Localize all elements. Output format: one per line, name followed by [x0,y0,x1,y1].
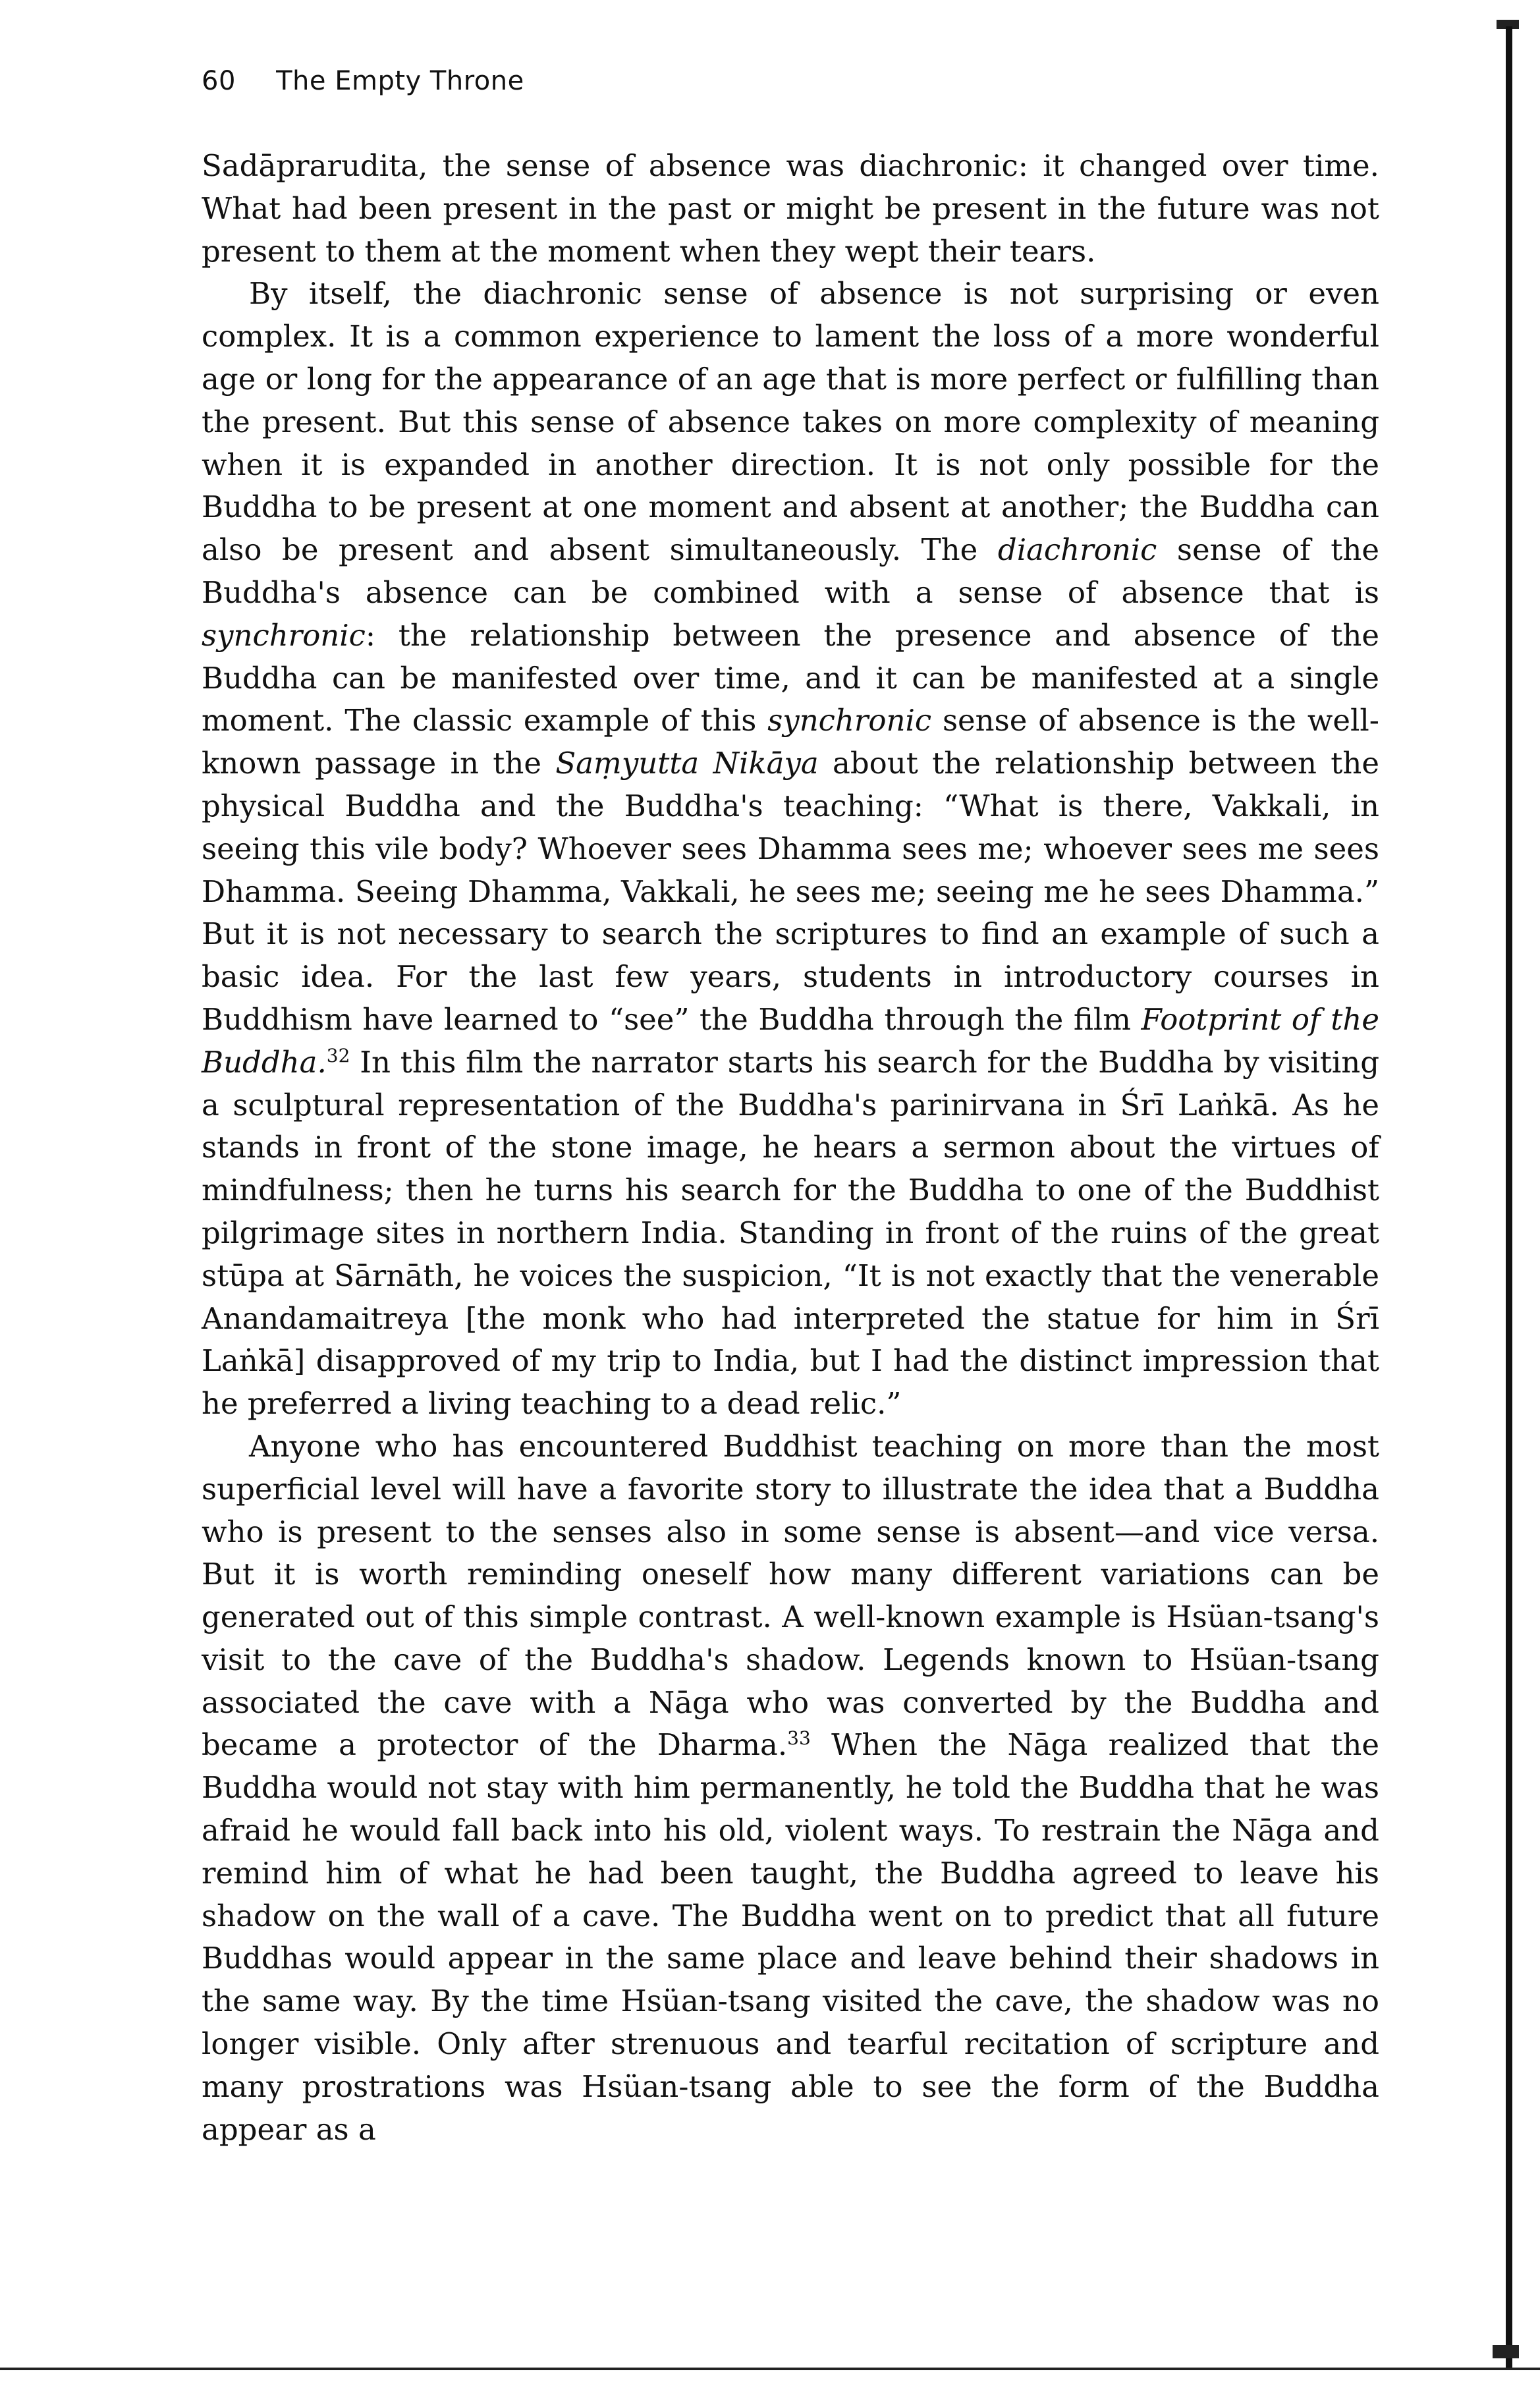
page-bottom-edge [0,2368,1540,2370]
binding-edge-foot [1493,2345,1519,2358]
running-head-title: The Empty Throne [276,66,524,96]
paragraph-2: By itself, the diachronic sense of absence is not surprising or even complex. It is a common experience to lament the loss of a more wonderful age or long for the appearance of an age that is more perfect or fulfilling than the present. But this sense of absence takes on more complexity of meaning when it is expanded in another direction. It is not only possible for the Buddha to be present at one moment and absent at another; the Buddha can also be present and absent simultaneously. The diachronic sense of the Buddha's absence can be combined with a sense of absence that is synchronic: the relationship between the presence and absence of the Buddha can be manifested over time, and it can be manifested at a single moment. The classic example of this synchronic sense of absence is the well-known passage in the Saṃyutta Nikāya about the relationship between the physical Buddha and the Buddha's teaching: “What is there, Vakkali, in seeing this vile body? Whoever sees Dhamma sees me; whoever sees me sees Dhamma. Seeing Dhamma, Vakkali, he sees me; seeing me he sees Dhamma.” But it is not necessary to search the scriptures to find an example of such a basic idea. For the last few years, students in introductory courses in Buddhism have learned to “see” the Buddha through the film Footprint of the Buddha.$^{32}$ In this film the narrator starts his search for the Buddha by visiting a sculptural representation of the Buddha's parinirvana in Śrī Laṅkā. As he stands in front of the stone image, he hears a sermon about the virtues of mindfulness; then he turns his search for the Buddha to one of the Buddhist pilgrimage sites in northern India. Standing in front of the ruins of the great stūpa at Sārnāth, he voices the suspicion, “It is not exactly that the venerable Anandamaitreya [the monk who had interpreted the statue for him in Śrī Laṅkā] disapproved of my trip to India, but I had the distinct impression that he preferred a living teaching to a dead relic.” [202,276,1380,1422]
body-text [202,145,1379,2151]
footnote-ref-32: 32 [326,1044,350,1067]
binding-edge [1506,26,1512,2368]
paragraph-1: Sadāprarudita, the sense of absence was diachronic: it changed over time. What had been present in the past or might be present in the future was not present to them at the moment when they wept their tears. [202,148,1379,269]
title-samyutta-nikaya: Saṃyutta Nikāya [555,746,819,781]
term-diachronic: diachronic [997,532,1157,568]
paragraph-3: Anyone who has encountered Buddhist teaching on more than the most superficial level will have a favorite story to illustrate the idea that a Buddha who is present to the senses also in some sense is absent—and vice versa. But it is worth reminding oneself how many different variations can be generated out of this simple contrast. A well-known example is Hsüan-tsang's visit to the cave of the Buddha's shadow. Legends known to Hsüan-tsang associated the cave with a Nāga who was converted by the Buddha and became a protector of the Dharma.$^{33}$ When the Nāga realized that the Buddha would not stay with him permanently, he told the Buddha that he was afraid he would fall back into his old, violent ways. To restrain the Nāga and remind him of what he had been taught, the Buddha agreed to leave his shadow on the wall of a cave. The Buddha went on to predict that all future Buddhas would appear in the same place and leave behind their shadows in the same way. By the time Hsüan-tsang visited the cave, the shadow was no longer visible. Only after strenuous and tearful recitation of scripture and many prostrations was Hsüan-tsang able to see the form of the Buddha appear as a [202,1428,1379,2147]
term-synchronic-2: synchronic [767,703,932,738]
running-head [202,66,524,96]
footnote-ref-33: 33 [787,1727,811,1750]
term-synchronic: synchronic [202,617,366,653]
title-footprint-of-the-buddha: Footprint of the Buddha. [202,1001,1379,1080]
page-number: 60 [202,66,236,96]
